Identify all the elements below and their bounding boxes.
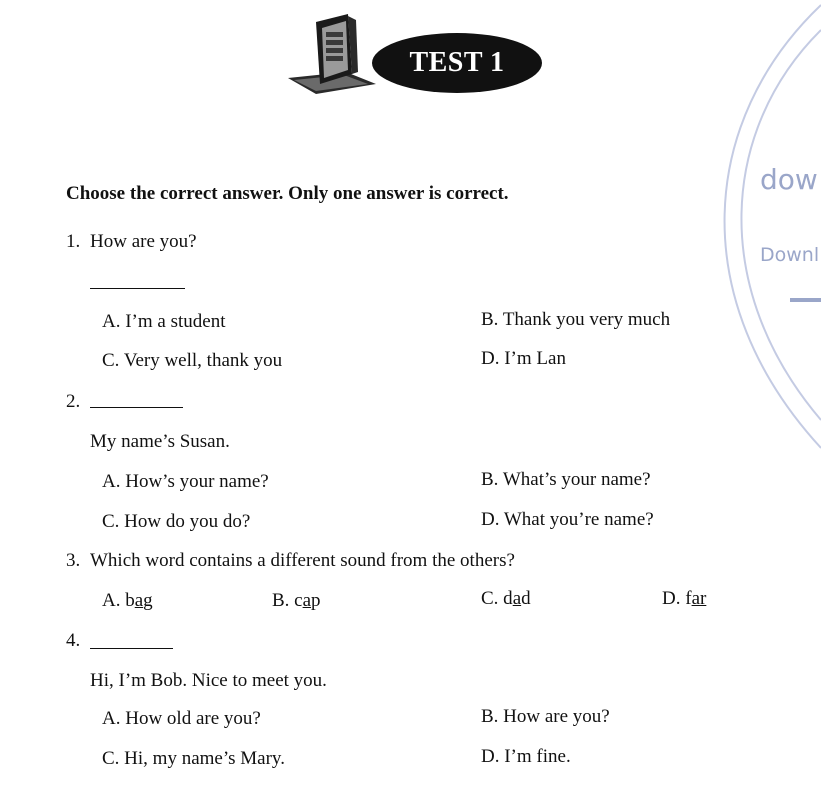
watermark-text-large: dow [760,163,818,196]
option-a-suffix: g [143,590,153,611]
question-3-option-c [481,588,531,610]
question-1-prompt: How are you? [90,231,197,252]
question-3-number: 3. [66,550,81,571]
question-1-option-c: C. Very well, thank you [102,350,283,371]
instructions: Choose the correct answer. Only one answer is correct. [66,183,509,204]
question-2-option-d: D. What you’re name? [481,509,654,530]
test-title: TEST 1 [409,47,505,78]
option-c-prefix: C. d [481,588,513,609]
question-2-answer-blank [90,407,183,408]
question-4-option-b: B. How are you? [481,706,610,727]
question-3-prompt: Which word contains a different sound from the others? [90,550,515,571]
question-4-option-c: C. Hi, my name’s Mary. [102,748,285,769]
watermark-text-small: Downl [760,244,820,266]
question-1-option-d: D. I’m Lan [481,348,566,369]
watermark-arcs [680,0,821,450]
question-2-option-c: C. How do you do? [102,511,251,532]
question-1-option-b: B. Thank you very much [481,309,671,330]
test-badge [372,33,542,93]
question-2-number: 2. [66,391,81,412]
question-1-number: 1. [66,231,81,252]
option-b-underlined: a [302,590,312,611]
question-4-number: 4. [66,630,81,651]
question-3-option-b [272,590,321,612]
question-2-response: My name’s Susan. [90,431,230,452]
option-d-prefix: D. f [662,588,692,609]
question-4-answer-blank [90,648,173,649]
question-1-answer-blank [90,288,185,289]
question-3-option-d [662,588,706,610]
question-3-option-a [102,590,153,612]
question-4-option-a: A. How old are you? [102,708,261,729]
option-c-suffix: d [521,588,531,609]
option-c-underlined: a [512,588,522,609]
option-a-underlined: a [134,590,144,611]
question-1-option-a: A. I’m a student [102,311,226,332]
watermark-bar [790,298,821,302]
question-2-option-b: B. What’s your name? [481,469,651,490]
option-b-prefix: B. c [272,590,303,611]
option-a-prefix: A. b [102,590,135,611]
question-4-response: Hi, I’m Bob. Nice to meet you. [90,670,327,691]
option-b-suffix: p [311,590,321,611]
option-d-underlined: ar [691,588,707,609]
question-4-option-d: D. I’m fine. [481,746,571,767]
question-2-option-a: A. How’s your name? [102,471,269,492]
